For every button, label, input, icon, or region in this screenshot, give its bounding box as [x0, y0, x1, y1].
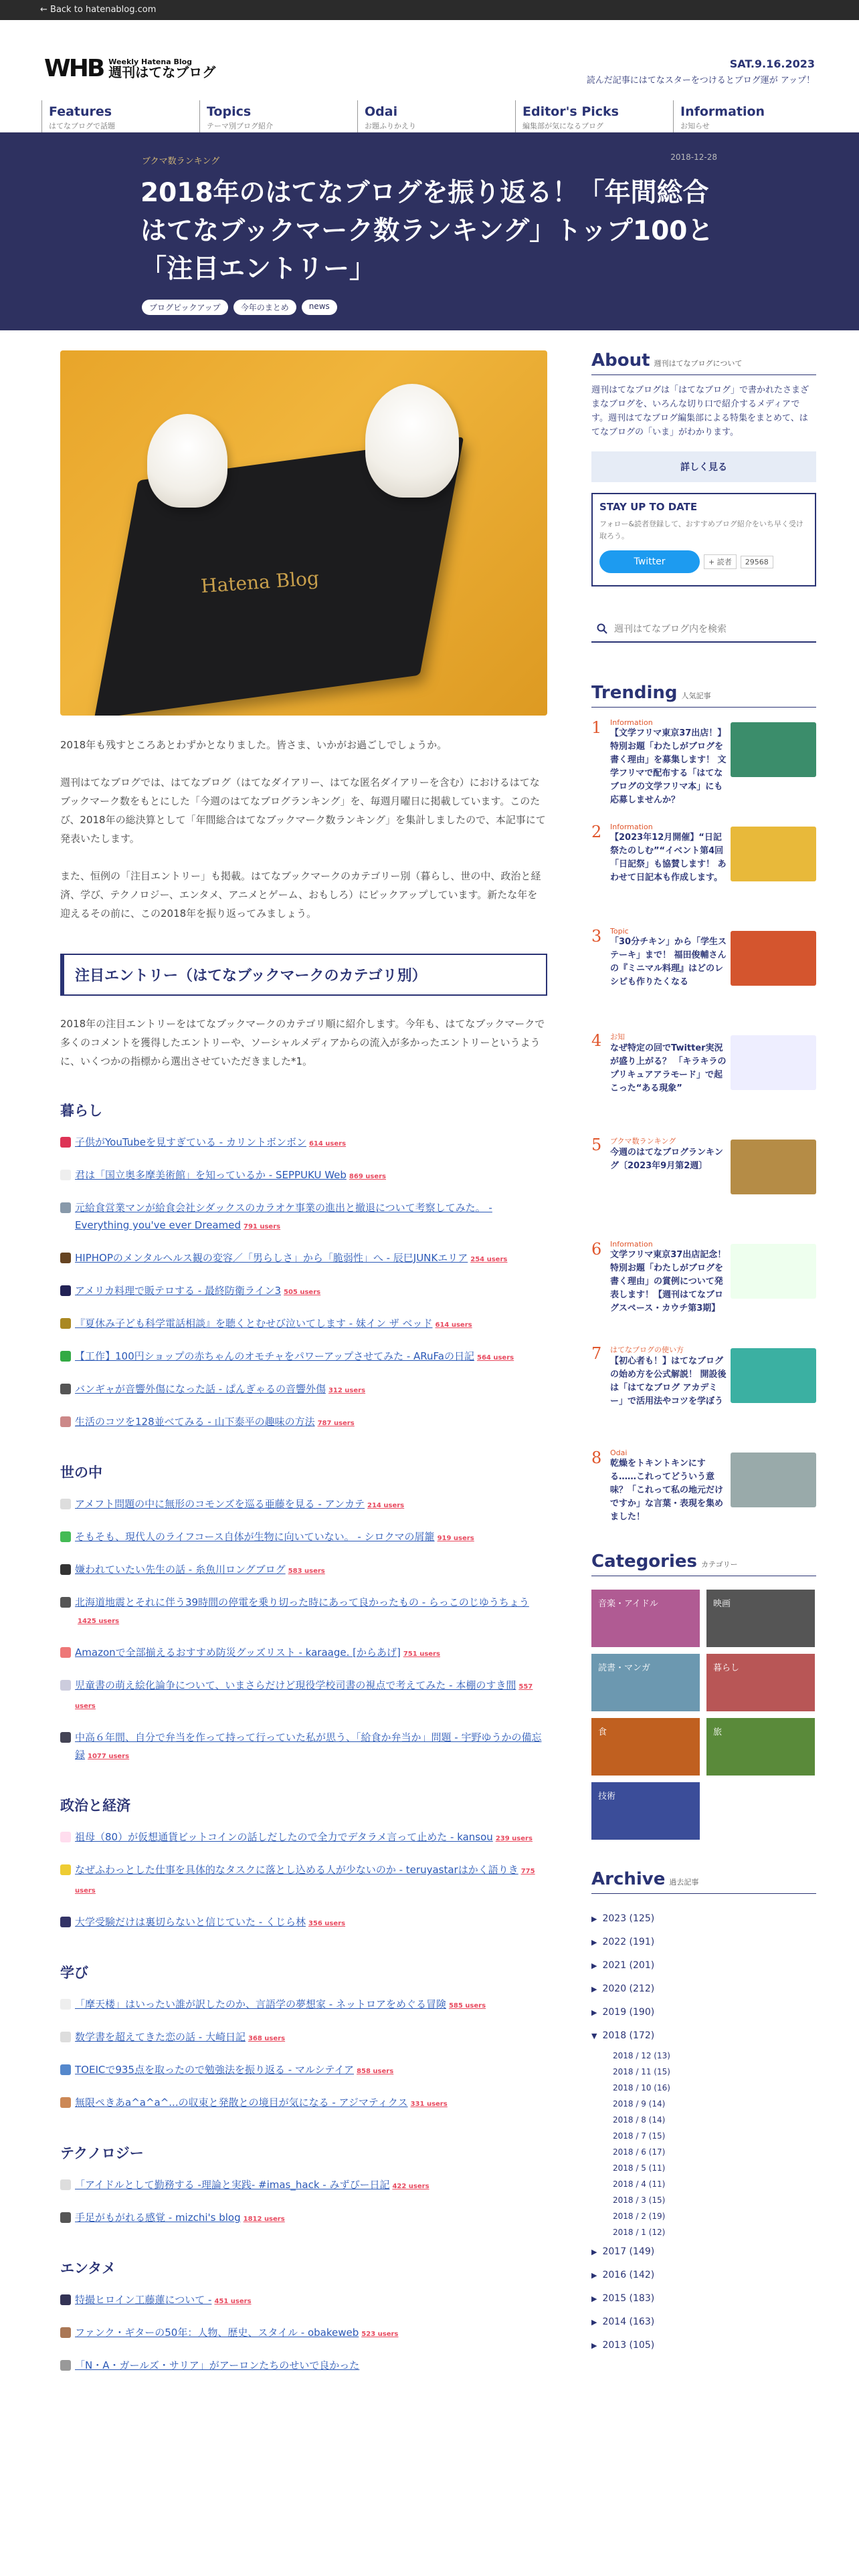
- reader-button[interactable]: + 読者: [704, 554, 737, 569]
- entry-link[interactable]: [60, 1528, 547, 1547]
- ranking-paragraph: 週刊はてなブログでは、はてなブログ（はてなダイアリー、はてな匿名ダイアリーを含む）におけるはてなブックマーク数をもとにした「今週のはてなブログランキング」を、毎週月曜日に掲載しています。このたび、2018年の総決算として「年間総合はてなブックマーク数ランキング」を集計しましたので、本記事にて発表いたします。: [60, 776, 546, 845]
- archive-year[interactable]: [591, 1931, 816, 1954]
- bookmark-count[interactable]: 239 users: [495, 1835, 533, 1842]
- entry-link[interactable]: [60, 1561, 547, 1580]
- favicon: [60, 2327, 71, 2338]
- entry-title[interactable]: 子供がYouTubeを見すぎている - カリントボンボン: [75, 1136, 306, 1148]
- caret-right-icon: ▶: [591, 2341, 597, 2350]
- archive-month[interactable]: 2018 / 7 (15): [613, 2131, 666, 2141]
- category-tile[interactable]: 音楽・アイドル: [591, 1590, 700, 1647]
- archive-month[interactable]: 2018 / 6 (17): [613, 2147, 666, 2157]
- entry-title[interactable]: 『夏休み子ども科学電話相談』を聴くとむせび泣いてします - 妹イン ザ ベッド: [75, 1317, 433, 1329]
- archive-year-label[interactable]: 2021 (201): [602, 1960, 655, 1971]
- entry-link[interactable]: [60, 1495, 547, 1515]
- trending-category[interactable]: Information: [610, 1240, 653, 1249]
- category-tile[interactable]: 技術: [591, 1782, 700, 1840]
- archive-year[interactable]: [591, 2001, 816, 2024]
- bookmark-count[interactable]: 919 users: [437, 1535, 474, 1542]
- nav-title: Editor's Picks: [522, 104, 619, 119]
- logo-en: Weekly Hatena Blog: [108, 58, 193, 66]
- favicon: [60, 1202, 71, 1213]
- entry-link[interactable]: [60, 2324, 547, 2343]
- archive-year[interactable]: [591, 2334, 816, 2357]
- trending-item[interactable]: [591, 1448, 816, 1542]
- caret-right-icon: ▶: [591, 1985, 597, 1994]
- favicon: [60, 1253, 71, 1263]
- archive-month[interactable]: 2018 / 4 (11): [613, 2179, 666, 2189]
- trending-title[interactable]: なぜ特定の回でTwitter実況が盛り上がる？ 「キラキラのプリキュアアラモード」で起こった“ある現象”: [610, 1043, 727, 1093]
- article-date: 2018-12-28: [670, 152, 717, 162]
- trending-category[interactable]: ブクマ数ランキング: [610, 1137, 676, 1146]
- trending-body: [610, 1240, 729, 1333]
- entry-title[interactable]: なぜふわっとした仕事を具体的なタスクに落とし込める人が少ないのか - teruyastarはかく語りき: [75, 1864, 518, 1876]
- favicon: [60, 1917, 71, 1927]
- archive-year-label[interactable]: 2014 (163): [602, 2317, 655, 2327]
- bookmark-count[interactable]: 331 users: [410, 2101, 448, 2108]
- entry-title[interactable]: アメリカ料理で販テロする - 最終防衛ライン3: [75, 1285, 281, 1297]
- entry-title[interactable]: 無限ペきあa^a^a^...の収束と発散との境目が気になる - アジマティクス: [75, 2097, 408, 2109]
- current-date: SAT.9.16.2023: [729, 58, 815, 70]
- entry-link[interactable]: [60, 1913, 547, 1933]
- archive-list: [591, 1907, 816, 2357]
- trending-item[interactable]: [591, 823, 816, 916]
- archive-month[interactable]: 2018 / 10 (16): [613, 2083, 670, 2092]
- archive-year[interactable]: [591, 2311, 816, 2334]
- nav-subtitle: 編集部が気になるブログ: [522, 122, 603, 130]
- archive-year[interactable]: [591, 1954, 816, 1977]
- favicon: [60, 1351, 71, 1362]
- section-heading: 注目エントリー（はてなブックマークのカテゴリ別）: [60, 954, 547, 996]
- trending-rank: 6: [591, 1240, 602, 1259]
- nav-item-information[interactable]: [673, 100, 828, 135]
- nav-item-editorspicks[interactable]: [515, 100, 670, 135]
- trending-thumbnail[interactable]: [731, 1140, 816, 1194]
- bookmark-count[interactable]: 254 users: [470, 1256, 508, 1263]
- follow-box: [591, 493, 816, 586]
- sidebar: [591, 350, 816, 2357]
- featured-intro: 2018年の注目エントリーをはてなブックマークのカテゴリ順に紹介します。今年も、はてなブックマークで多くのコメントを獲得したエントリーや、ソーシャルメディアからの流入が多かったエントリーというように、いくつかの指標から選出させていただきました*1。: [60, 1018, 545, 1067]
- archive-heading: Archive 過去記事: [591, 1869, 816, 1894]
- archive-year[interactable]: [591, 1907, 816, 1931]
- entry-title[interactable]: TOEICで935点を取ったので勉強法を振り返る - マルシテイア: [75, 2064, 355, 2076]
- category-heading: 世の中: [60, 1465, 102, 1481]
- nav-title: Odai: [365, 104, 398, 119]
- archive-year-label[interactable]: 2019 (190): [602, 2007, 655, 2018]
- bookmark-count[interactable]: 791 users: [243, 1223, 281, 1230]
- article-hero: [0, 132, 859, 330]
- trending-body: [610, 1344, 729, 1438]
- trending-title[interactable]: 【2023年12月開催】“日記祭たのしむ”“イベント第4回「日記祭」も協賛します！ あわせて日記本も作成します。: [610, 833, 727, 883]
- favicon: [60, 2294, 71, 2305]
- trending-thumbnail[interactable]: [731, 1244, 816, 1299]
- article-tag[interactable]: ブログピックアップ: [142, 300, 228, 315]
- trending-body: [610, 1136, 729, 1229]
- entry-link[interactable]: [60, 1249, 547, 1269]
- trending-item[interactable]: [591, 718, 816, 812]
- logo-mark: WHB: [44, 55, 104, 82]
- category-heading: テクノロジー: [60, 2145, 144, 2161]
- bookmark-count[interactable]: 557 users: [75, 1683, 533, 1710]
- nav-title: Features: [49, 104, 112, 119]
- favicon: [60, 2032, 71, 2042]
- bookmark-count[interactable]: 614 users: [308, 1140, 347, 1148]
- archive-year-label[interactable]: 2013 (105): [602, 2340, 655, 2351]
- about-heading: About 週刊はてなブログについて: [591, 350, 816, 375]
- bookmark-count[interactable]: 614 users: [435, 1321, 472, 1329]
- entry-title[interactable]: 中高６年間、自分で弁当を作って持って行っていた私が思う、「給食か弁当か」問題 - 宇野ゆうかの備忘録: [75, 1731, 542, 1761]
- entry-title[interactable]: 生活のコツを128並べてみる - 山下泰平の趣味の方法: [75, 1416, 315, 1428]
- entry-link[interactable]: [60, 2357, 547, 2374]
- trending-rank: 1: [591, 718, 602, 737]
- entry-link[interactable]: [60, 2209, 547, 2228]
- trending-title[interactable]: 今週のはてなブログランキング〔2023年9月第2週〕: [610, 1148, 723, 1171]
- entry-link[interactable]: [60, 1996, 547, 2015]
- search-icon: [597, 623, 607, 634]
- entry-link[interactable]: [60, 2061, 547, 2080]
- bookmark-count[interactable]: 368 users: [248, 2035, 286, 2042]
- trending-body: [610, 823, 729, 916]
- categories-heading: Categories カテゴリー: [591, 1551, 816, 1576]
- entry-title[interactable]: アメフト問題の中に無形のコモンズを巡る亜藤を見る - アンカテ: [75, 1498, 365, 1510]
- bookmark-count[interactable]: 787 users: [317, 1420, 355, 1427]
- nav-subtitle: はてなブログで話題: [49, 122, 115, 130]
- caret-down-icon: ▼: [591, 2032, 597, 2040]
- twitter-follow-button[interactable]: Twitter: [599, 550, 700, 573]
- article-title: 2018年のはてなブログを振り返る！「年間総合はてなブックマーク数ランキング」トップ100と「注目エントリー」: [140, 178, 714, 284]
- favicon: [60, 1318, 71, 1329]
- trending-title[interactable]: 乾燥をトキントキンにする……これってどういう意味？「これって私の地元だけですか」な言葉・表現を集めました！: [610, 1459, 724, 1522]
- trending-body: [610, 718, 729, 812]
- entry-link[interactable]: [60, 1729, 547, 1765]
- category-heading: エンタメ: [60, 2260, 116, 2276]
- entry-groups: [60, 1100, 547, 2374]
- entry-link[interactable]: [60, 1380, 547, 1400]
- favicon: [60, 1170, 71, 1180]
- entry-link[interactable]: [60, 2028, 547, 2048]
- archive-year[interactable]: [591, 2240, 816, 2264]
- entry-link[interactable]: [60, 2291, 547, 2311]
- site-logo[interactable]: [44, 55, 215, 82]
- entry-title[interactable]: 元給食営業マンが給食会社シダックスのカラオケ事業の進出と撤退について考察してみた。 - Everything you've ever Dreamed: [75, 1202, 492, 1231]
- bookmark-count[interactable]: 214 users: [367, 1502, 405, 1509]
- nav-subtitle: お題ふりかえり: [365, 122, 416, 130]
- trending-title[interactable]: 文学フリマ東京37出店記念！ 特別お題「わたしがブログを書く理由」の賞例について発表します！【週刊はてなブログスペース・カウチ第3期】: [610, 1250, 727, 1313]
- entry-title[interactable]: HIPHOPのメンタルヘルス観の変容／「男らしさ」から「脆弱性」へ - 辰巳JUNKエリア: [75, 1252, 468, 1264]
- entry-link[interactable]: [60, 1134, 547, 1153]
- bookmark-count[interactable]: 585 users: [448, 2002, 486, 2010]
- entry-title[interactable]: Amazonで全部揃えるおすすめ防災グッズリスト - karaage. [からあげ]: [75, 1646, 401, 1658]
- category-tile[interactable]: 読書・マンガ: [591, 1654, 700, 1711]
- about-text: 週刊はてなブログは「はてなブログ」で書かれたさまざまなブログを、いろんな切り口で紹介するメディアです。週刊はてなブログ編集部による特集をまとめて、はてなブログの「いま」がわかります。: [591, 385, 809, 437]
- trending-thumbnail[interactable]: [731, 827, 816, 881]
- bookmark-count[interactable]: 1812 users: [243, 2216, 285, 2223]
- entry-title[interactable]: そもそも、現代人のライフコース自体が生物に向いていない。 - シロクマの屑籠: [75, 1531, 435, 1543]
- trending-heading: Trending 人気記事: [591, 683, 816, 708]
- nav-item-odai[interactable]: [357, 100, 512, 135]
- favicon: [60, 1384, 71, 1394]
- nav-item-topics[interactable]: [199, 100, 355, 135]
- category-tile[interactable]: 食: [591, 1718, 700, 1776]
- trending-category[interactable]: Topic: [610, 927, 629, 936]
- nav-title: Topics: [207, 104, 252, 119]
- entry-link[interactable]: [60, 1594, 547, 1630]
- entry-link[interactable]: [60, 1282, 547, 1301]
- trending-item[interactable]: [591, 1136, 816, 1229]
- caret-right-icon: ▶: [591, 1961, 597, 1970]
- favicon: [60, 2212, 71, 2223]
- about-more-button[interactable]: 詳しく見る: [591, 451, 816, 482]
- trending-thumbnail[interactable]: [731, 1453, 816, 1507]
- trending-section: [591, 683, 816, 1542]
- archive-month[interactable]: 2018 / 8 (14): [613, 2115, 666, 2125]
- archive-year[interactable]: [591, 2264, 816, 2287]
- trending-rank: 3: [591, 927, 602, 946]
- favicon: [60, 1999, 71, 2010]
- caret-right-icon: ▶: [591, 2008, 597, 2017]
- bookmark-count[interactable]: 505 users: [284, 1289, 321, 1296]
- bookmark-count[interactable]: 775 users: [75, 1868, 535, 1895]
- trending-category[interactable]: Odai: [610, 1448, 628, 1457]
- bookmark-count[interactable]: 1425 users: [78, 1618, 120, 1625]
- archive-year-label[interactable]: 2017 (149): [602, 2246, 655, 2257]
- trending-item[interactable]: [591, 927, 816, 1021]
- reader-count: 29568: [741, 556, 773, 568]
- bookmark-count[interactable]: 312 users: [328, 1387, 366, 1394]
- trending-rank: 8: [591, 1448, 602, 1467]
- bookmark-count[interactable]: 751 users: [403, 1650, 440, 1658]
- bookmark-count[interactable]: 583 users: [288, 1568, 325, 1575]
- entry-title[interactable]: 「アイドルとして勤務する -理論と実践- #imas_hack - みずぴー日記: [75, 2179, 390, 2191]
- trending-category[interactable]: はてなブログの使い方: [610, 1346, 684, 1354]
- bookmark-count[interactable]: 422 users: [392, 2183, 430, 2190]
- entry-link[interactable]: [60, 1861, 547, 1900]
- archive-year[interactable]: [591, 2024, 816, 2048]
- header-tagline: 読んだ記事にはてなスターをつけるとブログ運が アップ！: [586, 76, 815, 86]
- favicon: [60, 1647, 71, 1658]
- caret-right-icon: ▶: [591, 2271, 597, 2280]
- trending-rank: 5: [591, 1136, 602, 1154]
- trending-item[interactable]: [591, 1344, 816, 1438]
- entry-link[interactable]: [60, 2176, 547, 2195]
- follow-text: フォロー&読者登録して、おすすめブログ紹介をいち早く受け取ろう。: [599, 520, 803, 540]
- archive-year-label[interactable]: 2018 (172): [602, 2030, 655, 2041]
- category-heading: 暮らし: [60, 1103, 102, 1119]
- archive-month[interactable]: 2018 / 3 (15): [613, 2195, 666, 2205]
- trending-rank: 2: [591, 823, 602, 841]
- nav-item-features[interactable]: [41, 100, 197, 135]
- favicon: [60, 1832, 71, 1842]
- favicon: [60, 1416, 71, 1427]
- main-nav: [41, 100, 831, 135]
- bookmark-count[interactable]: 523 users: [361, 2331, 399, 2338]
- trending-category[interactable]: Information: [610, 718, 653, 727]
- favicon: [60, 1864, 71, 1875]
- archive-year-label[interactable]: 2022 (191): [602, 1937, 655, 1947]
- entry-title[interactable]: 数学書を超えてきた恋の話 - 大崎日記: [75, 2031, 246, 2043]
- caret-right-icon: ▶: [591, 2318, 597, 2327]
- favicon: [60, 2064, 71, 2075]
- entry-link[interactable]: [60, 1315, 547, 1334]
- back-link[interactable]: ← Back to hatenablog.com: [0, 0, 859, 20]
- favicon: [60, 1564, 71, 1575]
- caret-right-icon: ▶: [591, 2248, 597, 2256]
- trending-category[interactable]: お知: [610, 1033, 625, 1041]
- trending-title[interactable]: 「30分チキン」から「学生ステーキ」まで！ 福田俊輔さんの『ミニマル料理』はどのレシピも作りたくなる: [610, 937, 727, 987]
- hatena-blog-logo: Hatena Blog: [200, 566, 320, 598]
- bookmark-count[interactable]: 564 users: [477, 1354, 514, 1362]
- favicon: [60, 1137, 71, 1148]
- trending-thumbnail[interactable]: [731, 722, 816, 777]
- archive-year[interactable]: [591, 2287, 816, 2311]
- archive-month[interactable]: 2018 / 2 (19): [613, 2212, 666, 2221]
- archive-month[interactable]: 2018 / 12 (13): [613, 2051, 670, 2060]
- entry-link[interactable]: [60, 1828, 547, 1848]
- favicon: [60, 2179, 71, 2190]
- caret-right-icon: ▶: [591, 1915, 597, 1923]
- entry-link[interactable]: [60, 1644, 547, 1663]
- entry-title[interactable]: 「N・A・ガールズ・サリア」がアーロンたちのせいで良かった: [75, 2359, 360, 2371]
- archive-year-label[interactable]: 2015 (183): [602, 2293, 655, 2304]
- archive-year-label[interactable]: 2023 (125): [602, 1913, 655, 1924]
- entry-title[interactable]: 君は「国立奥多摩美術館」を知っているか - SEPPUKU Web: [75, 1169, 347, 1181]
- bookmark-count[interactable]: 858 users: [357, 2068, 394, 2075]
- entry-title[interactable]: 祖母（80）が仮想通貨ビットコインの話しだしたので全力でデタラメ言って止めた - kansou: [75, 1831, 493, 1843]
- article-body: [60, 350, 547, 2374]
- featured-paragraph: また、恒例の「注目エントリー」も掲載。はてなブックマークのカテゴリー別（暮らし、世の中、政治と経済、学び、テクノロジー、エンタメ、アニメとゲーム、おもしろ）にピックアップしています。新たな年を迎えるその前に、この2018年を振り返ってみましょう。: [60, 870, 541, 920]
- article-category[interactable]: ブクマ数ランキング: [142, 156, 220, 167]
- entry-title[interactable]: 特撮ヒロイン工藤蓮について -: [75, 2294, 212, 2306]
- trending-title[interactable]: 【初心者も！】はてなブログの始め方を公式解説！ 開設後は「はてなブログ アカデミー」で活用法やコツを学ぼう: [610, 1356, 727, 1406]
- nav-subtitle: お知らせ: [680, 122, 710, 130]
- favicon: [60, 2097, 71, 2108]
- category-tile[interactable]: 映画: [706, 1590, 815, 1647]
- favicon: [60, 2360, 71, 2371]
- entry-title[interactable]: 嫌われていたい先生の話 - 糸魚川ロングブログ: [75, 1564, 286, 1576]
- entry-title[interactable]: 大学受験だけは裏切らないと信じていた - くじら林: [75, 1916, 306, 1928]
- bookmark-count[interactable]: 869 users: [349, 1173, 386, 1180]
- favicon: [60, 1732, 71, 1743]
- nav-subtitle: テーマ別ブログ紹介: [207, 122, 273, 130]
- trending-rank: 7: [591, 1344, 602, 1363]
- trending-body: [610, 927, 729, 1021]
- archive-month[interactable]: 2018 / 11 (15): [613, 2067, 670, 2076]
- archive-month[interactable]: 2018 / 1 (12): [613, 2228, 666, 2237]
- trending-body: [610, 1031, 729, 1125]
- trending-item[interactable]: [591, 1031, 816, 1125]
- article-image: [60, 350, 547, 716]
- favicon: [60, 1597, 71, 1608]
- favicon: [60, 1680, 71, 1691]
- entry-title[interactable]: ファンク・ギターの50年：人物、歴史、スタイル - obakeweb: [75, 2327, 359, 2339]
- favicon: [60, 1531, 71, 1542]
- category-tile[interactable]: 暮らし: [706, 1654, 815, 1711]
- category-grid: [591, 1590, 816, 1840]
- trending-thumbnail[interactable]: [731, 931, 816, 986]
- entry-link[interactable]: [60, 1348, 547, 1367]
- entry-title[interactable]: 「摩天楼」はいったい誰が訳したのか、言語学の夢想家 - ネットロアをめぐる冒険: [75, 1998, 446, 2010]
- entry-link[interactable]: [60, 1166, 547, 1186]
- article-tag[interactable]: 今年のまとめ: [233, 300, 296, 315]
- archive-month[interactable]: 2018 / 9 (14): [613, 2099, 666, 2109]
- lucky-cat-figure: [147, 414, 227, 508]
- entry-title[interactable]: 手足がもがれる感覚 - mizchi's blog: [75, 2212, 241, 2224]
- trending-item[interactable]: [591, 1240, 816, 1333]
- caret-right-icon: ▶: [591, 2294, 597, 2303]
- entry-title[interactable]: バンギャが音響外傷になった話 - ぱんぎゃるの音響外傷: [75, 1383, 326, 1395]
- category-heading: 政治と経済: [60, 1798, 130, 1814]
- favicon: [60, 1285, 71, 1296]
- site-search[interactable]: [591, 616, 816, 643]
- entry-title[interactable]: 児童書の萌え絵化論争について、いまさらだけど現役学校司書の視点で考えてみた - 本棚のすき間: [75, 1679, 516, 1691]
- article-tag[interactable]: news: [302, 300, 337, 315]
- follow-title: STAY UP TO DATE: [599, 501, 698, 513]
- entry-title[interactable]: 【工作】100円ショップの赤ちゃんのオモチャをパワーアップさせてみた - ARuFaの日記: [75, 1350, 474, 1362]
- lucky-cat-figure: [365, 384, 459, 498]
- bookmark-count[interactable]: 1077 users: [88, 1753, 130, 1760]
- entry-link[interactable]: [60, 2094, 547, 2113]
- archive-month[interactable]: 2018 / 5 (11): [613, 2163, 666, 2173]
- category-tile[interactable]: 旅: [706, 1718, 815, 1776]
- entry-link[interactable]: [60, 1199, 547, 1236]
- trending-rank: 4: [591, 1031, 602, 1050]
- archive-year-label[interactable]: 2016 (142): [602, 2270, 655, 2280]
- entry-title[interactable]: 北海道地震とそれに伴う39時間の停電を乗り切った時にあって良かったもの - らっこのじゆうちょう: [75, 1596, 529, 1608]
- trending-thumbnail[interactable]: [731, 1348, 816, 1403]
- site-header: [0, 20, 859, 132]
- bookmark-count[interactable]: 356 users: [308, 1920, 346, 1927]
- entry-link[interactable]: [60, 1677, 547, 1715]
- archive-year[interactable]: [591, 1977, 816, 2001]
- category-heading: 学び: [60, 1965, 88, 1981]
- search-input[interactable]: 週刊はてなブログ内を検索: [614, 624, 727, 635]
- bookmark-count[interactable]: 451 users: [214, 2298, 252, 2305]
- trending-thumbnail[interactable]: [731, 1035, 816, 1090]
- intro-paragraph: 2018年も残すところあとわずかとなりました。皆さま、いかがお過ごしでしょうか。: [60, 739, 448, 751]
- trending-category[interactable]: Information: [610, 823, 653, 831]
- archive-year-label[interactable]: 2020 (212): [602, 1983, 655, 1994]
- favicon: [60, 1499, 71, 1509]
- trending-title[interactable]: 【文学フリマ東京37出店！】特別お題「わたしがブログを書く理由」を募集します！ 文学フリマで配布する「はてなブログの文学フリマ本」にも応募しませんか？: [610, 728, 727, 805]
- entry-link[interactable]: [60, 1413, 547, 1432]
- nav-title: Information: [680, 104, 765, 119]
- trending-body: [610, 1448, 729, 1542]
- caret-right-icon: ▶: [591, 1938, 597, 1947]
- article-tags: [142, 300, 337, 315]
- logo-ja: 週刊はてなブログ: [108, 64, 216, 80]
